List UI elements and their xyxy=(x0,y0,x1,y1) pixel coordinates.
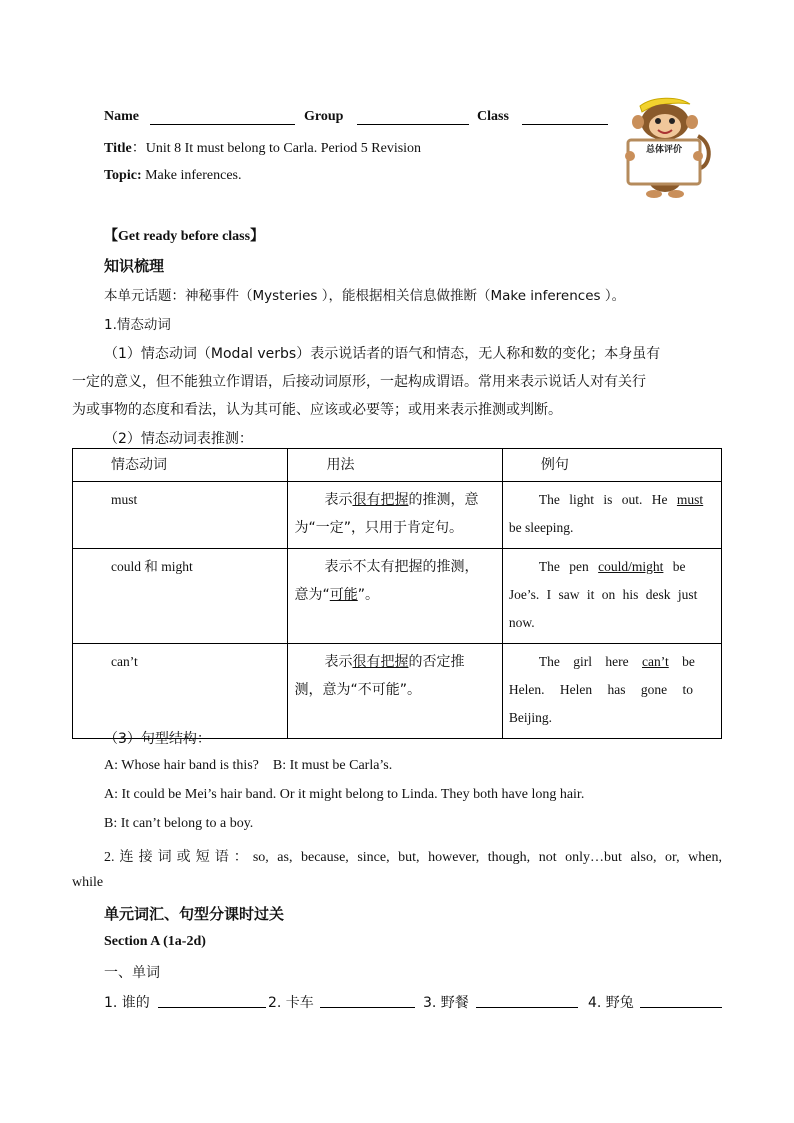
vocab-heading: 单元词汇、句型分课时过关 xyxy=(104,905,285,923)
usage-cell: 表示很有把握的推测，意 为“一定”，只用于肯定句。 xyxy=(288,482,502,549)
name-label: Name xyxy=(104,109,139,124)
usage-cell: 表示很有把握的否定推 测，意为“不可能”。 xyxy=(288,644,502,739)
sub-heading-inference: （2）情态动词表推测： xyxy=(104,431,253,447)
header-cell-usage: 用法 xyxy=(288,449,502,482)
para1-line1: （1）情态动词（Modal verbs）表示说话者的语气和情态，无人称和数的变化；本身虽有 xyxy=(104,346,661,362)
verb-cell: can’t xyxy=(73,644,288,739)
section-a-heading: Section A (1a-2d) xyxy=(104,934,206,949)
topic-line xyxy=(104,168,242,184)
vocab-item-4: 4. 野兔 xyxy=(588,995,634,1011)
vocab-item-1: 1. 谁的 xyxy=(104,995,150,1011)
table-header-row xyxy=(73,449,722,482)
table-row xyxy=(73,549,722,644)
pattern-line-1: A: Whose hair band is this? B: It must be Carla’s. xyxy=(104,758,393,773)
patterns-heading: （3）句型结构： xyxy=(104,731,211,747)
class-label: Class xyxy=(477,109,509,124)
item-modal-verbs: 1.情态动词 xyxy=(104,317,171,333)
title-label: Title xyxy=(104,141,132,156)
vocab-blank-4[interactable] xyxy=(640,993,722,1008)
topic-line-cn: 本单元话题：神秘事件（Mysteries ），能根据相关信息做推断（Make inferences ）。 xyxy=(104,288,626,304)
topic-value: Make inferences. xyxy=(145,168,242,183)
pattern-line-2: A: It could be Mei’s hair band. Or it might belong to Linda. They both have long hair. xyxy=(104,787,585,802)
example-cell: The girl here can’t be Helen. Helen has gone to Beijing. xyxy=(502,644,721,739)
para1-line3: 为或事物的态度和看法，认为其可能、应该或必要等；或用来表示推测或判断。 xyxy=(72,402,562,418)
example-cell: The pen could/might be Joe’s. I saw it on his desk just now. xyxy=(502,549,721,644)
verb-cell: could 和 might xyxy=(73,549,288,644)
header-cell-verb: 情态动词 xyxy=(73,449,288,482)
para1-line2: 一定的意义，但不能独立作谓语，后接动词原形，一起构成谓语。常用来表示说话人对有关行 xyxy=(72,374,646,390)
group-blank[interactable] xyxy=(357,110,469,125)
verb-cell: must xyxy=(73,482,288,549)
vocab-blank-2[interactable] xyxy=(320,993,415,1008)
section-heading: 【Get ready before class】 xyxy=(104,229,265,244)
badge-text: 总体评价 xyxy=(645,145,683,155)
class-blank[interactable] xyxy=(522,110,608,125)
group-label: Group xyxy=(304,109,344,124)
table-row xyxy=(73,644,722,739)
vocab-item-2: 2. 卡车 xyxy=(268,995,314,1011)
knowledge-heading: 知识梳理 xyxy=(104,257,165,275)
topic-label: Topic: xyxy=(104,168,142,183)
title-value: Unit 8 It must belong to Carla. Period 5 Revision xyxy=(145,141,422,156)
modal-verbs-table xyxy=(72,448,722,739)
words-subheading: 一、单词 xyxy=(104,965,160,981)
vocab-blank-3[interactable] xyxy=(476,993,578,1008)
monkey-evaluation-badge xyxy=(618,96,712,200)
vocab-blank-1[interactable] xyxy=(158,993,266,1008)
header-cell-example: 例句 xyxy=(502,449,721,482)
usage-cell: 表示不太有把握的推测， 意为“可能”。 xyxy=(288,549,502,644)
table-row xyxy=(73,482,722,549)
conjunctions-line-2: while xyxy=(72,875,104,890)
conjunctions-line-1: 2.连接词或短语：so, as, because, since, but, however, though, not only…but also, or, when, xyxy=(104,850,722,865)
title-line: Title：Unit 8 It must belong to Carla. Period 5 Revision xyxy=(104,140,422,156)
pattern-line-3: B: It can’t belong to a boy. xyxy=(104,816,254,831)
name-blank[interactable] xyxy=(150,110,295,125)
vocab-item-3: 3. 野餐 xyxy=(423,995,469,1011)
example-cell: The light is out. He must be sleeping. xyxy=(502,482,721,549)
